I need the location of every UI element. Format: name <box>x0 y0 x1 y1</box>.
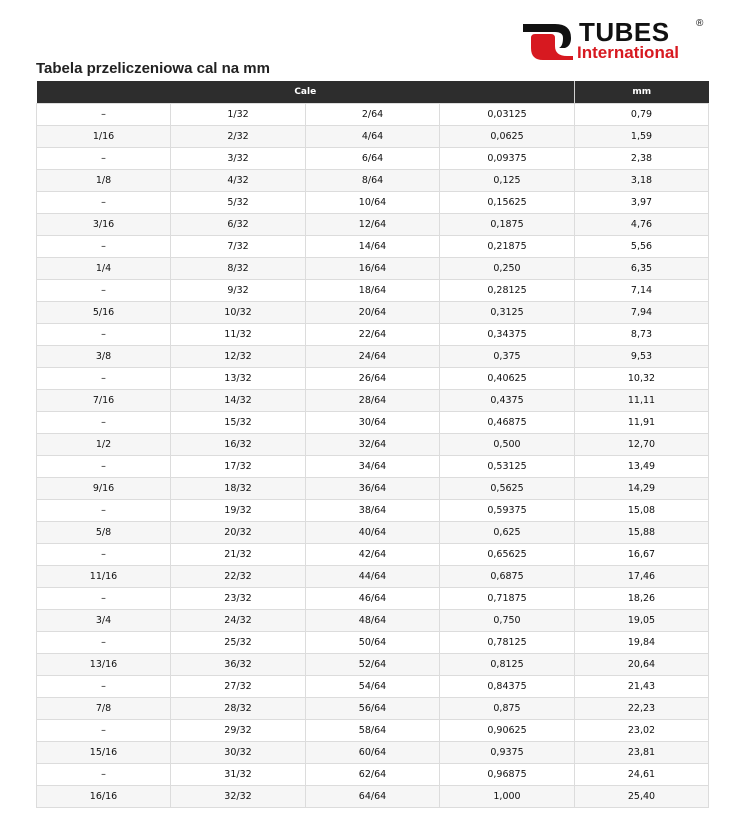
table-row <box>37 566 709 588</box>
cell-fraction-64: 48/64 <box>306 610 440 632</box>
cell-decimal-inch: 0,46875 <box>440 412 575 434</box>
cell-fraction-64: 8/64 <box>306 170 440 192</box>
cell-fraction-16: 3/8 <box>37 346 171 368</box>
table-row <box>37 720 709 742</box>
cell-decimal-inch: 0,8125 <box>440 654 575 676</box>
cell-fraction-16: 16/16 <box>37 786 171 808</box>
cell-millimeters: 19,84 <box>575 632 709 654</box>
table-row <box>37 346 709 368</box>
cell-fraction-64: 38/64 <box>306 500 440 522</box>
cell-decimal-inch: 0,0625 <box>440 126 575 148</box>
cell-millimeters: 15,88 <box>575 522 709 544</box>
cell-decimal-inch: 0,71875 <box>440 588 575 610</box>
table-row <box>37 126 709 148</box>
cell-fraction-64: 22/64 <box>306 324 440 346</box>
cell-fraction-32: 19/32 <box>171 500 306 522</box>
table-row <box>37 610 709 632</box>
cell-decimal-inch: 0,125 <box>440 170 575 192</box>
cell-fraction-32: 18/32 <box>171 478 306 500</box>
cell-fraction-16: 7/8 <box>37 698 171 720</box>
cell-fraction-64: 42/64 <box>306 544 440 566</box>
cell-fraction-32: 7/32 <box>171 236 306 258</box>
cell-fraction-64: 52/64 <box>306 654 440 676</box>
conversion-table <box>36 81 709 808</box>
cell-fraction-64: 58/64 <box>306 720 440 742</box>
cell-fraction-64: 44/64 <box>306 566 440 588</box>
cell-millimeters: 16,67 <box>575 544 709 566</box>
cell-fraction-32: 3/32 <box>171 148 306 170</box>
cell-decimal-inch: 0,625 <box>440 522 575 544</box>
cell-decimal-inch: 0,96875 <box>440 764 575 786</box>
table-row <box>37 478 709 500</box>
cell-fraction-32: 25/32 <box>171 632 306 654</box>
table-row <box>37 280 709 302</box>
cell-fraction-16: – <box>37 764 171 786</box>
cell-fraction-64: 30/64 <box>306 412 440 434</box>
cell-fraction-32: 23/32 <box>171 588 306 610</box>
table-row <box>37 500 709 522</box>
cell-fraction-64: 36/64 <box>306 478 440 500</box>
cell-millimeters: 23,02 <box>575 720 709 742</box>
cell-fraction-32: 22/32 <box>171 566 306 588</box>
table-body <box>37 104 709 808</box>
cell-millimeters: 19,05 <box>575 610 709 632</box>
cell-millimeters: 23,81 <box>575 742 709 764</box>
cell-fraction-16: 5/16 <box>37 302 171 324</box>
cell-decimal-inch: 0,40625 <box>440 368 575 390</box>
table-row <box>37 698 709 720</box>
cell-millimeters: 20,64 <box>575 654 709 676</box>
page-title: Tabela przeliczeniowa cal na mm <box>36 60 270 77</box>
cell-fraction-32: 2/32 <box>171 126 306 148</box>
cell-fraction-32: 27/32 <box>171 676 306 698</box>
cell-fraction-64: 64/64 <box>306 786 440 808</box>
table-row <box>37 302 709 324</box>
cell-decimal-inch: 0,21875 <box>440 236 575 258</box>
cell-fraction-32: 30/32 <box>171 742 306 764</box>
cell-millimeters: 10,32 <box>575 368 709 390</box>
table-row <box>37 544 709 566</box>
cell-millimeters: 18,26 <box>575 588 709 610</box>
cell-decimal-inch: 0,1875 <box>440 214 575 236</box>
cell-millimeters: 22,23 <box>575 698 709 720</box>
brand-logo <box>521 18 711 62</box>
cell-fraction-16: – <box>37 632 171 654</box>
tubes-logo-icon <box>521 22 575 60</box>
cell-millimeters: 3,18 <box>575 170 709 192</box>
cell-millimeters: 6,35 <box>575 258 709 280</box>
cell-decimal-inch: 0,500 <box>440 434 575 456</box>
cell-decimal-inch: 0,15625 <box>440 192 575 214</box>
cell-fraction-16: 3/16 <box>37 214 171 236</box>
cell-fraction-64: 16/64 <box>306 258 440 280</box>
cell-fraction-64: 24/64 <box>306 346 440 368</box>
cell-fraction-16: 1/8 <box>37 170 171 192</box>
table-row <box>37 148 709 170</box>
cell-decimal-inch: 0,59375 <box>440 500 575 522</box>
table-row <box>37 522 709 544</box>
cell-fraction-32: 5/32 <box>171 192 306 214</box>
cell-millimeters: 21,43 <box>575 676 709 698</box>
cell-fraction-64: 14/64 <box>306 236 440 258</box>
cell-millimeters: 5,56 <box>575 236 709 258</box>
cell-millimeters: 7,14 <box>575 280 709 302</box>
cell-fraction-32: 31/32 <box>171 764 306 786</box>
cell-fraction-32: 11/32 <box>171 324 306 346</box>
cell-fraction-64: 20/64 <box>306 302 440 324</box>
table-row <box>37 588 709 610</box>
table-row <box>37 214 709 236</box>
cell-decimal-inch: 0,53125 <box>440 456 575 478</box>
cell-millimeters: 1,59 <box>575 126 709 148</box>
cell-fraction-32: 28/32 <box>171 698 306 720</box>
cell-fraction-16: 1/4 <box>37 258 171 280</box>
cell-fraction-16: 15/16 <box>37 742 171 764</box>
cell-fraction-64: 34/64 <box>306 456 440 478</box>
cell-decimal-inch: 0,34375 <box>440 324 575 346</box>
cell-fraction-16: 13/16 <box>37 654 171 676</box>
table-row <box>37 324 709 346</box>
cell-fraction-32: 17/32 <box>171 456 306 478</box>
table-row <box>37 676 709 698</box>
cell-fraction-16: 11/16 <box>37 566 171 588</box>
cell-decimal-inch: 0,875 <box>440 698 575 720</box>
table-row <box>37 192 709 214</box>
cell-fraction-64: 62/64 <box>306 764 440 786</box>
table-row <box>37 632 709 654</box>
cell-fraction-32: 20/32 <box>171 522 306 544</box>
cell-fraction-32: 36/32 <box>171 654 306 676</box>
header-mm: mm <box>575 81 709 104</box>
cell-fraction-64: 40/64 <box>306 522 440 544</box>
cell-fraction-64: 26/64 <box>306 368 440 390</box>
cell-decimal-inch: 0,90625 <box>440 720 575 742</box>
cell-fraction-16: – <box>37 500 171 522</box>
cell-decimal-inch: 0,28125 <box>440 280 575 302</box>
cell-fraction-32: 14/32 <box>171 390 306 412</box>
header-inches: Cale <box>37 81 575 104</box>
cell-fraction-64: 32/64 <box>306 434 440 456</box>
cell-fraction-16: 1/16 <box>37 126 171 148</box>
cell-millimeters: 25,40 <box>575 786 709 808</box>
cell-decimal-inch: 0,4375 <box>440 390 575 412</box>
cell-decimal-inch: 0,03125 <box>440 104 575 126</box>
table-row <box>37 764 709 786</box>
cell-millimeters: 12,70 <box>575 434 709 456</box>
cell-fraction-32: 21/32 <box>171 544 306 566</box>
cell-fraction-64: 50/64 <box>306 632 440 654</box>
cell-millimeters: 11,11 <box>575 390 709 412</box>
cell-fraction-64: 60/64 <box>306 742 440 764</box>
cell-fraction-16: 7/16 <box>37 390 171 412</box>
cell-fraction-16: – <box>37 368 171 390</box>
cell-millimeters: 7,94 <box>575 302 709 324</box>
table-row <box>37 456 709 478</box>
cell-millimeters: 14,29 <box>575 478 709 500</box>
cell-fraction-64: 56/64 <box>306 698 440 720</box>
cell-decimal-inch: 0,78125 <box>440 632 575 654</box>
table-row <box>37 786 709 808</box>
table-header-row <box>37 81 709 104</box>
cell-fraction-64: 4/64 <box>306 126 440 148</box>
cell-fraction-16: 9/16 <box>37 478 171 500</box>
cell-decimal-inch: 0,5625 <box>440 478 575 500</box>
cell-millimeters: 13,49 <box>575 456 709 478</box>
table-row <box>37 170 709 192</box>
cell-fraction-64: 2/64 <box>306 104 440 126</box>
cell-decimal-inch: 0,375 <box>440 346 575 368</box>
cell-fraction-16: – <box>37 456 171 478</box>
cell-fraction-16: – <box>37 676 171 698</box>
cell-fraction-16: 1/2 <box>37 434 171 456</box>
cell-decimal-inch: 0,09375 <box>440 148 575 170</box>
cell-fraction-64: 46/64 <box>306 588 440 610</box>
cell-fraction-32: 8/32 <box>171 258 306 280</box>
cell-fraction-16: – <box>37 280 171 302</box>
cell-fraction-32: 32/32 <box>171 786 306 808</box>
cell-decimal-inch: 0,250 <box>440 258 575 280</box>
cell-fraction-16: – <box>37 104 171 126</box>
cell-millimeters: 24,61 <box>575 764 709 786</box>
table-row <box>37 258 709 280</box>
registered-mark: ® <box>696 18 704 29</box>
cell-fraction-32: 1/32 <box>171 104 306 126</box>
cell-fraction-16: – <box>37 324 171 346</box>
cell-millimeters: 4,76 <box>575 214 709 236</box>
cell-fraction-16: 3/4 <box>37 610 171 632</box>
brand-word: TUBES <box>579 17 670 47</box>
cell-fraction-32: 9/32 <box>171 280 306 302</box>
table-row <box>37 390 709 412</box>
cell-fraction-64: 18/64 <box>306 280 440 302</box>
table-row <box>37 654 709 676</box>
cell-fraction-32: 10/32 <box>171 302 306 324</box>
cell-fraction-64: 6/64 <box>306 148 440 170</box>
cell-fraction-32: 12/32 <box>171 346 306 368</box>
cell-fraction-16: – <box>37 236 171 258</box>
cell-fraction-32: 29/32 <box>171 720 306 742</box>
cell-millimeters: 0,79 <box>575 104 709 126</box>
cell-millimeters: 8,73 <box>575 324 709 346</box>
cell-fraction-16: – <box>37 192 171 214</box>
table-row <box>37 368 709 390</box>
cell-millimeters: 17,46 <box>575 566 709 588</box>
cell-fraction-64: 28/64 <box>306 390 440 412</box>
table-row <box>37 412 709 434</box>
cell-decimal-inch: 0,6875 <box>440 566 575 588</box>
table-row <box>37 434 709 456</box>
cell-decimal-inch: 1,000 <box>440 786 575 808</box>
cell-decimal-inch: 0,84375 <box>440 676 575 698</box>
cell-fraction-64: 12/64 <box>306 214 440 236</box>
cell-millimeters: 9,53 <box>575 346 709 368</box>
cell-fraction-32: 15/32 <box>171 412 306 434</box>
cell-fraction-64: 54/64 <box>306 676 440 698</box>
cell-decimal-inch: 0,750 <box>440 610 575 632</box>
table-row <box>37 236 709 258</box>
cell-fraction-16: – <box>37 412 171 434</box>
cell-fraction-32: 13/32 <box>171 368 306 390</box>
cell-fraction-32: 6/32 <box>171 214 306 236</box>
cell-fraction-16: – <box>37 588 171 610</box>
cell-fraction-32: 4/32 <box>171 170 306 192</box>
cell-millimeters: 11,91 <box>575 412 709 434</box>
cell-fraction-16: – <box>37 148 171 170</box>
cell-millimeters: 15,08 <box>575 500 709 522</box>
cell-decimal-inch: 0,65625 <box>440 544 575 566</box>
cell-millimeters: 3,97 <box>575 192 709 214</box>
cell-fraction-16: – <box>37 720 171 742</box>
table-row <box>37 742 709 764</box>
cell-fraction-32: 24/32 <box>171 610 306 632</box>
cell-fraction-64: 10/64 <box>306 192 440 214</box>
cell-fraction-16: 5/8 <box>37 522 171 544</box>
cell-decimal-inch: 0,9375 <box>440 742 575 764</box>
cell-decimal-inch: 0,3125 <box>440 302 575 324</box>
table-row <box>37 104 709 126</box>
cell-fraction-32: 16/32 <box>171 434 306 456</box>
cell-fraction-16: – <box>37 544 171 566</box>
cell-millimeters: 2,38 <box>575 148 709 170</box>
brand-subtitle: International <box>577 43 680 62</box>
